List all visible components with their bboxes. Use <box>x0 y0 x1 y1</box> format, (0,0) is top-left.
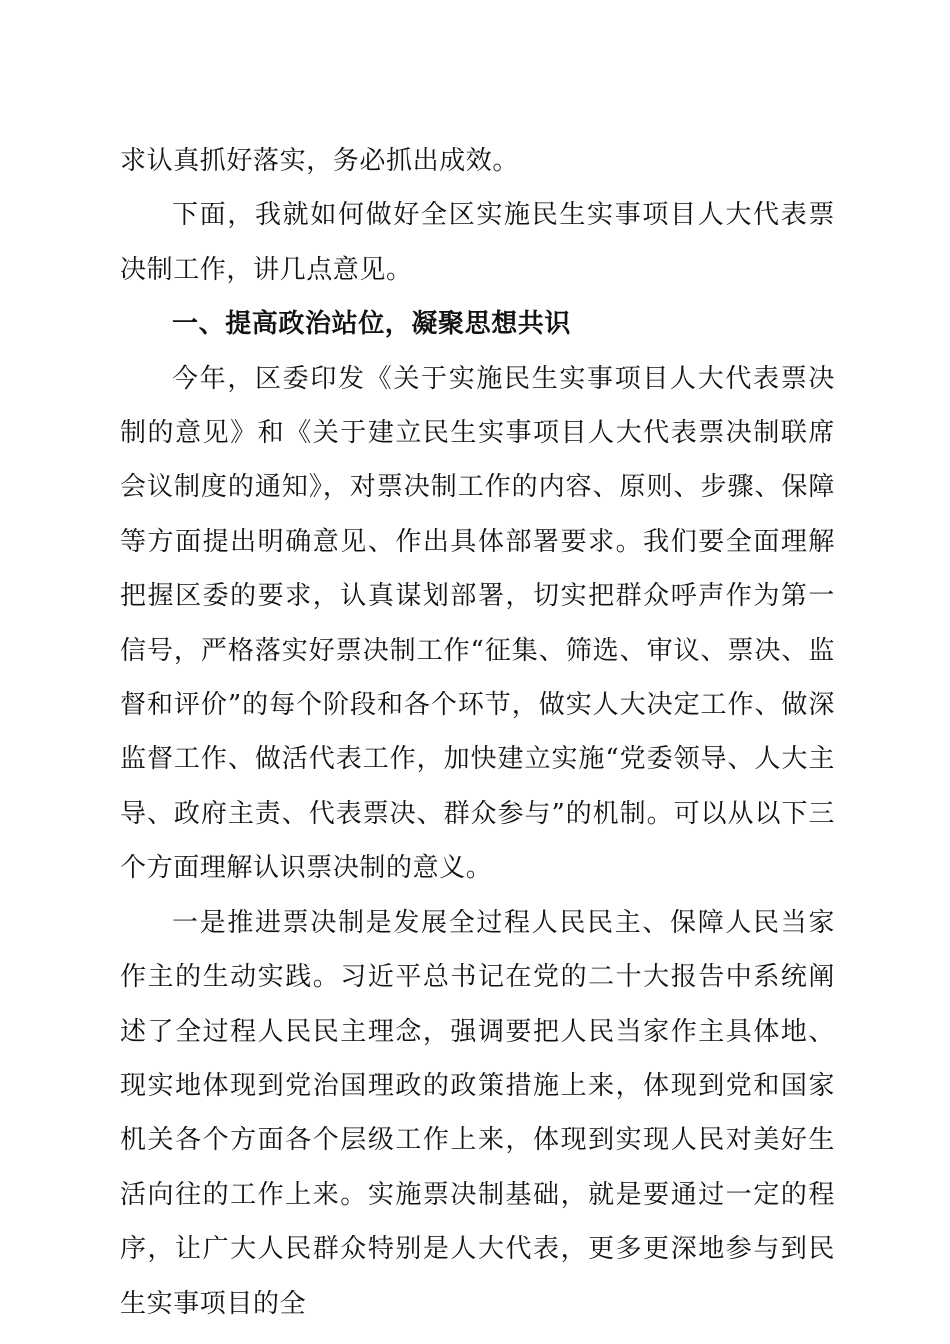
paragraph-2: 一是推进票决制是发展全过程人民民主、保障人民当家作主的生动实践。习近平总书记在党的二十大报告中系统阐述了全过程人民民主理念，强调要把人民当家作主具体地、现实地体现到党治国理政的政策措施上来，体现到党和国家机关各个方面各个层级工作上来，体现到实现人民对美好生活向往的工作上来。实施票决制基础，就是要通过一定的程序，让广大人民群众特别是人大代表，更多更深地参与到民生实事项目的全 <box>120 907 835 1319</box>
paragraph-intro: 下面，我就如何做好全区实施民生实事项目人大代表票决制工作，讲几点意见。 <box>120 200 835 285</box>
document-body <box>120 134 835 1331</box>
section-heading-1: 一、提高政治站位，凝聚思想共识 <box>172 309 572 340</box>
paragraph-1: 今年，区委印发《关于实施民生实事项目人大代表票决制的意见》和《关于建立民生实事项目人大代表票决制联席会议制度的通知》，对票决制工作的内容、原则、步骤、保障等方面提出明确意见、作出具体部署要求。我们要全面理解把握区委的要求，认真谋划部署，切实把群众呼声作为第一信号，严格落实好票决制工作“征集、筛选、审议、票决、监督和评价”的每个阶段和各个环节，做实人大决定工作、做深监督工作、做活代表工作，加快建立实施“党委领导、人大主导、政府主责、代表票决、群众参与”的机制。可以从以下三个方面理解认识票决制的意义。 <box>120 363 835 884</box>
paragraph-continuation: 求认真抓好落实，务必抓出成效。 <box>120 146 520 176</box>
